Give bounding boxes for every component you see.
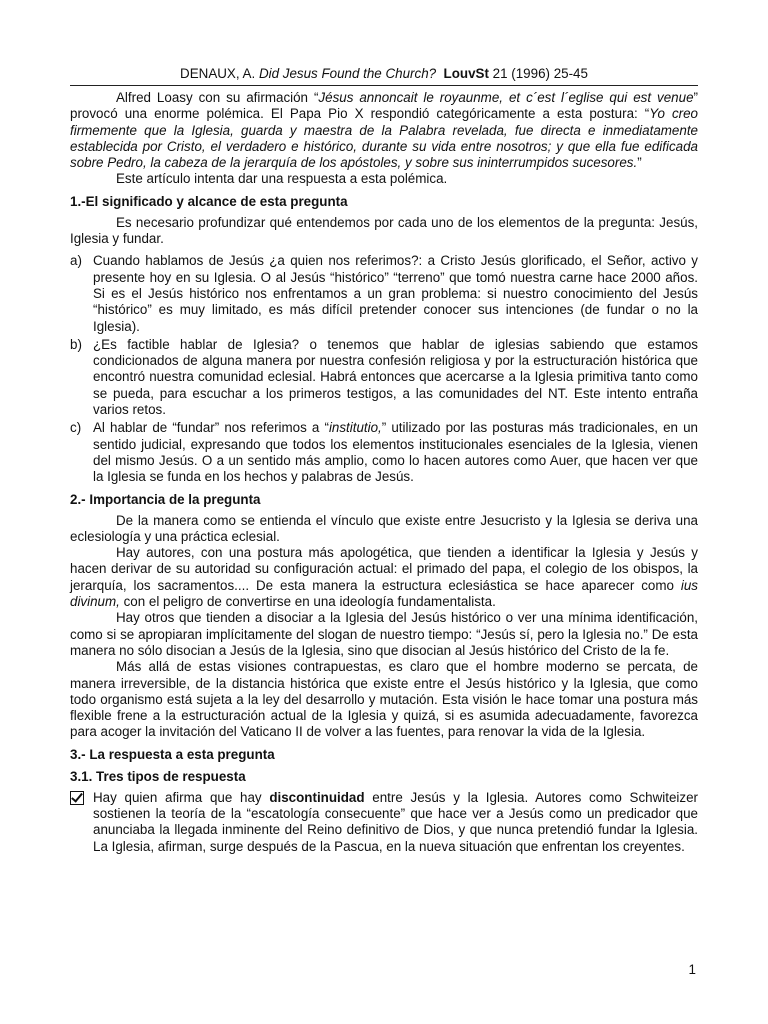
section-2-paragraph-3: Hay otros que tienden a disociar a la Iglesia del Jesús histórico o ver una mínima identificación, como si se apropiaran implícitamente del slogan de nuestro tiempo: “Jesús sí, pero la Iglesia no.” De esta manera no sólo disocian a Jesús de la Iglesia, sino que disocian al Jesús histórico del Cristo de la fe. <box>70 610 698 658</box>
page-number: 1 <box>688 962 696 977</box>
section-3-heading: 3.- La respuesta a esta pregunta <box>70 746 275 762</box>
section-2-paragraph-4: Más allá de estas visiones contrapuestas, es claro que el hombre moderno se percata, de manera irreversible, de la distancia histórica que existe entre el Jesús histórico y la Iglesia, que como todo organismo está sujeta a la ley del desarrollo y mutación. Esta visión le hace tomar una postura más flexible frene a la estructuración actual de la Iglesia y quizá, si es asumida adecuadamente, favorezca para acoger la invitación del Vaticano II de volver a las fuentes, para renovar la vida de la Iglesia. <box>70 659 698 740</box>
section-2-paragraph-1: De la manera como se entienda el vínculo que existe entre Jesucristo y la Iglesia se deriva una eclesiología y una práctica eclesial. <box>70 512 698 544</box>
header-title: Did Jesus Found the Church? <box>258 66 437 81</box>
list-item: b) ¿Es factible hablar de Iglesia? o tenemos que hablar de iglesias sabiendo que estamos condicionados de alguna manera por nuestra confesión religiosa y por la estructuración histórica que encontró nuestra comunidad eclesial. Habrá entonces que acercarse a la Iglesia primitiva tanto como se pueda, para escuchar a los primeros testigos, a las comunidades del NT. Este intento entraña varios retos. <box>70 336 698 418</box>
document-page <box>70 66 698 855</box>
list-item: a) Cuando hablamos de Jesús ¿a quien nos referimos?: a Cristo Jesús glorificado, el Señor, activo y presente hoy en su Iglesia. O al Jesús “histórico” “terreno” que tomó nuestra carne hace 2000 años. Si es el Jesús histórico nos enfrentamos a un gran problema: si nuestro conocimiento del Jesús “histórico” es muy limitado, es más difícil pretender conocer sus intenciones (de fundar o no la Iglesia). <box>70 253 698 334</box>
section-1-paragraph: Es necesario profundizar qué entendemos por cada uno de los elementos de la pregunta: Jesús, Iglesia y fundar. <box>70 214 698 247</box>
checkbox-icon <box>70 791 84 805</box>
intro-paragraph: Alfred Loasy con su afirmación “Jésus annoncait le royaunme, et c´est l´eglise qui est venue” provocó una enorme polémica. El Papa Pio X respondió categóricamente a esta postura: “Yo creo firmemente que la Iglesia, guarda y maestra de la Palabra revelada, fue directa e inmediatamente establecida por Cristo, el verdadero e histórico, durante su vida entre nosotros; y que ella fue edificada sobre Pedro, la cabeza de la jerarquía de los apóstoles, y sobre sus ininterrumpidos sucesores.” <box>70 90 698 171</box>
header-author: DENAUX, A. <box>180 66 259 81</box>
header-citation: 21 (1996) 25-45 <box>488 66 588 81</box>
header-journal: LouvSt <box>443 66 489 81</box>
checklist-item: Hay quien afirma que hay discontinuidad entre Jesús y la Iglesia. Autores como Schwiteizer sostienen la teoría de la “escatología consecuente” que hace ver a Jesús como un predicador que anunciaba la llegada inminente del Reino definitivo de Dios, y que nunca pretendió fundar la Iglesia. La Iglesia, afirman, surge después de la Pascua, en la nueva situación que enfrentan los creyentes. <box>70 790 698 855</box>
list-item: c) Al hablar de “fundar” nos referimos a “institutio,” utilizado por las posturas más tradicionales, en un sentido judicial, expresando que todos los elementos institucionales esenciales de la Iglesia, vienen del mismo Jesús. O a un sentido más amplio, como lo hacen autores como Auer, que hacen ver que la Iglesia se funda en los hechos y palabras de Jesús. <box>70 420 698 485</box>
intro-paragraph-2: Este artículo intenta dar una respuesta a esta polémica. <box>116 171 448 187</box>
running-header <box>70 66 698 86</box>
section-1-heading: 1.-El significado y alcance de esta pregunta <box>70 193 348 209</box>
section-3-1-heading: 3.1. Tres tipos de respuesta <box>70 768 246 784</box>
section-2-paragraph-2: Hay autores, con una postura más apologética, que tienden a identificar la Iglesia y Jesús y hacen derivar de su autoridad su configuración actual: el primado del papa, el colegio de los obispos, la jerarquía, los sacramentos.... De esta manera la estructura eclesiástica se hace aparecer como ius divinum, con el peligro de convertirse en una ideología fundamentalista. <box>70 545 698 610</box>
section-2-heading: 2.- Importancia de la pregunta <box>70 491 261 507</box>
